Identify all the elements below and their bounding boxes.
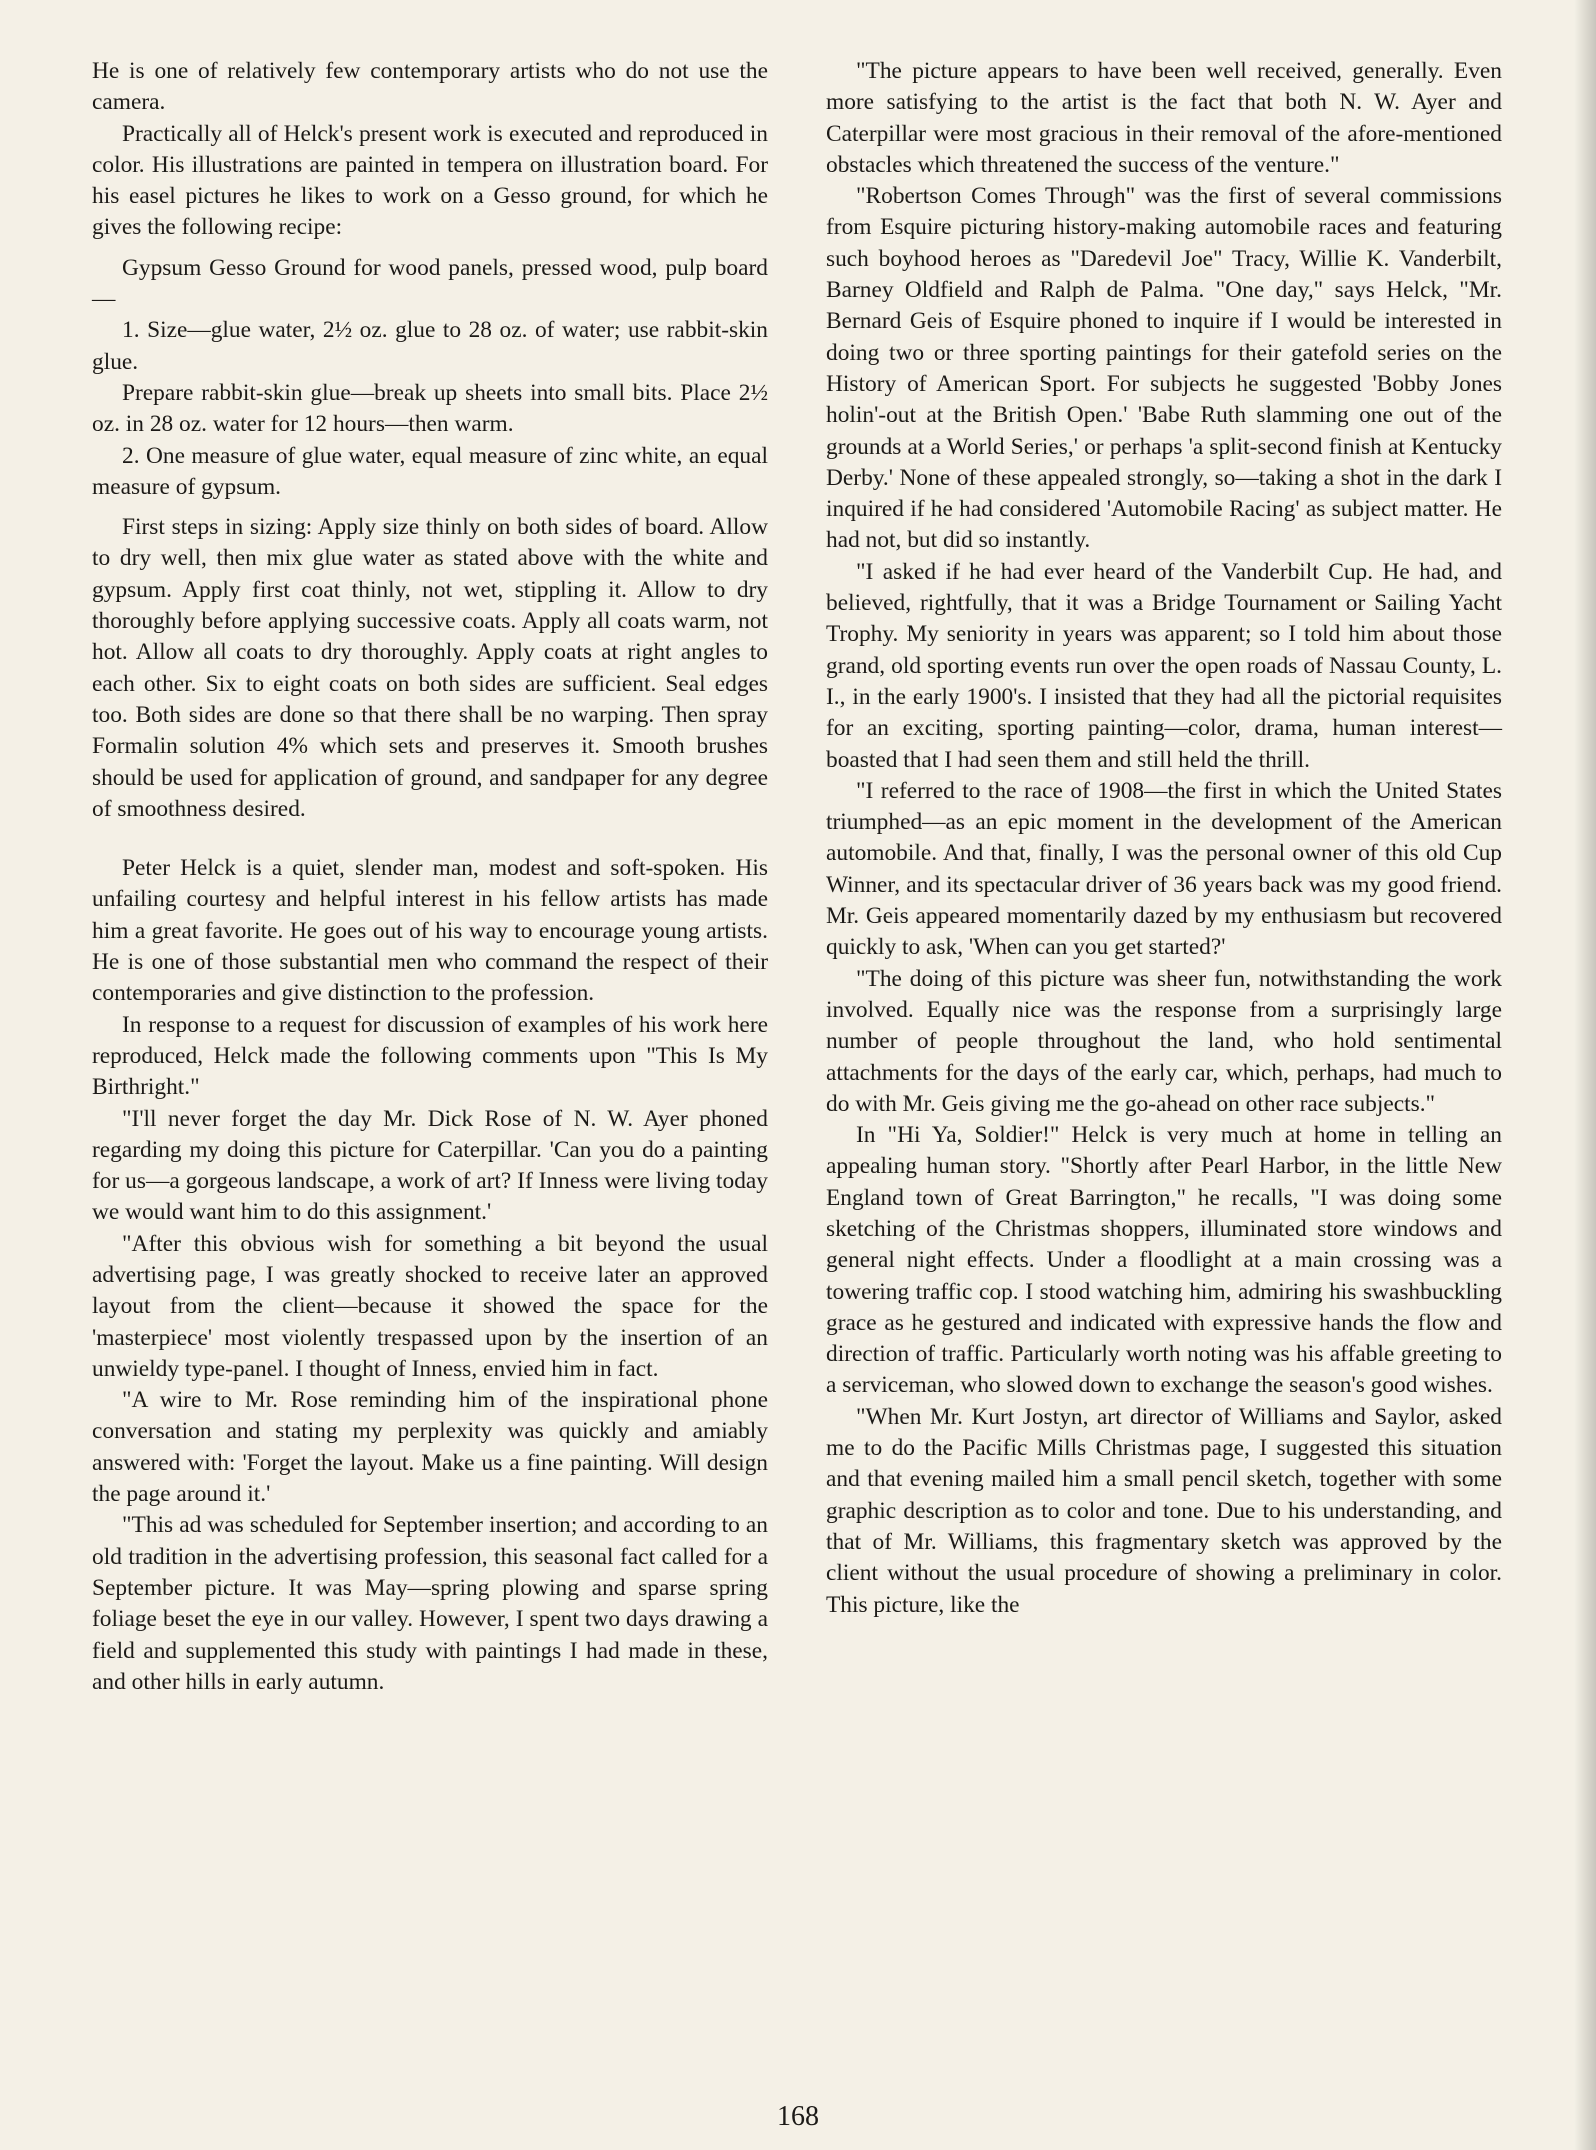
paragraph: Peter Helck is a quiet, slender man, modest and soft-spoken. His unfailing courtesy and helpful interest in his fellow artists has made him a great favorite. He goes out of his way to encourage young artists. He is one of those substantial men who command the respect of their contemporaries and give distinction to the profession. <box>92 855 768 1007</box>
paragraph: Practically all of Helck's present work is executed and reproduced in color. His illustrations are painted in tempera on illustration board. For his easel pictures he likes to work on a Gesso ground, for which he gives the following recipe: <box>92 120 768 241</box>
paragraph: "I asked if he had ever heard of the Vanderbilt Cup. He had, and believed, rightfully, that it was a Bridge Tournament or Sailing Yacht Trophy. My seniority in years was apparent; so I told him about those grand, old sporting events run over the open roads of Nassau County, L. I., in the early 1900's. I insisted that they had all the pictorial requisites for an exciting, sporting painting—color, drama, human interest—boasted that I had seen them and still held the thrill. <box>826 558 1502 773</box>
paragraph: "The doing of this picture was sheer fun, notwithstanding the work involved. Equally nice was the response from a surprisingly large number of people throughout the land, who hold sentimental attachments for the days of the early car, which, perhaps, had much to do with Mr. Geis giving me the go-ahead on other race subjects." <box>826 965 1502 1117</box>
paragraph: Gypsum Gesso Ground for wood panels, pressed wood, pulp board — <box>92 254 768 313</box>
paragraph: Prepare rabbit-skin glue—break up sheets into small bits. Place 2½ oz. in 28 oz. water for 12 hours—then warm. <box>92 379 768 438</box>
page-number: 168 <box>777 2101 819 2132</box>
left-column <box>92 56 768 1698</box>
paragraph: In "Hi Ya, Soldier!" Helck is very much at home in telling an appealing human story. "Shortly after Pearl Harbor, in the little New England town of Great Barrington," he recalls, "I was doing some sketching of the Christmas shoppers, illuminated store windows and general night effects. Under a floodlight at a main crossing was a towering traffic cop. I stood watching him, admiring his swashbuckling grace as he gestured and indicated with expressive hands the flow and direction of traffic. Particularly worth noting was his affable greeting to a serviceman, who slowed down to exchange the season's good wishes. <box>826 1122 1502 1399</box>
paragraph: "A wire to Mr. Rose reminding him of the inspirational phone conversation and stating my perplexity was quickly and amiably answered with: 'Forget the layout. Make us a fine painting. Will design the page around it.' <box>92 1387 768 1508</box>
paragraph: "After this obvious wish for something a bit beyond the usual advertising page, I was greatly shocked to receive later an approved layout from the client—because it showed the space for the 'masterpiece' most violently trespassed upon by the insertion of an unwieldy type-panel. I thought of Inness, envied him in fact. <box>92 1230 768 1382</box>
paragraph: "Robertson Comes Through" was the first of several commissions from Esquire picturing history-making automobile races and featuring such boyhood heroes as "Daredevil Joe" Tracy, Willie K. Vanderbilt, Barney Oldfield and Ralph de Palma. "One day," says Helck, "Mr. Bernard Geis of Esquire phoned to inquire if I would be interested in doing two or three sporting paintings for their gatefold series on the History of American Sport. For subjects he suggested 'Bobby Jones holin'-out at the British Open.' 'Babe Ruth slamming one out of the grounds at a World Series,' or perhaps 'a split-second finish at Kentucky Derby.' None of these appealed strongly, so—taking a shot in the dark I inquired if he had considered 'Automobile Racing' as subject matter. He had not, but did so instantly. <box>826 183 1502 554</box>
paragraph: In response to a request for discussion of examples of his work here reproduced, Helck made the following comments upon "This Is My Birthright." <box>92 1011 768 1101</box>
paragraph: "This ad was scheduled for September insertion; and according to an old tradition in the advertising profession, this seasonal fact called for a September picture. It was May—spring plowing and sparse spring foliage beset the eye in our valley. However, I spent two days drawing a field and supplemented this study with paintings I had made in these, and other hills in early autumn. <box>92 1512 768 1695</box>
paragraph: He is one of relatively few contemporary artists who do not use the camera. <box>92 58 768 116</box>
paragraph: "The picture appears to have been well received, generally. Even more satisfying to the artist is the fact that both N. W. Ayer and Caterpillar were most gracious in their removal of the afore-mentioned obstacles which threatened the success of the venture." <box>826 58 1502 178</box>
paragraph: First steps in sizing: Apply size thinly on both sides of board. Allow to dry well, then mix glue water as stated above with the white and gypsum. Apply first coat thinly, not wet, stippling it. Allow to dry thoroughly before applying successive coats. Apply all coats warm, not hot. Allow all coats to dry thoroughly. Apply coats at right angles to each other. Six to eight coats on both sides are sufficient. Seal edges too. Both sides are done so that there shall be no warping. Then spray Formalin solution 4% which sets and preserves it. Smooth brushes should be used for application of ground, and sandpaper for any degree of smoothness desired. <box>92 514 768 822</box>
right-column <box>826 56 1502 1621</box>
paragraph: 2. One measure of glue water, equal measure of zinc white, an equal measure of gypsum. <box>92 442 768 500</box>
paragraph: 1. Size—glue water, 2½ oz. glue to 28 oz. of water; use rabbit-skin glue. <box>92 317 768 375</box>
page-edge-shadow <box>1574 0 1596 2150</box>
paragraph: "I'll never forget the day Mr. Dick Rose of N. W. Ayer phoned regarding my doing this picture for Caterpillar. 'Can you do a painting for us—a gorgeous landscape, a work of art? If Inness were living today we would want him to do this assignment.' <box>92 1105 768 1226</box>
paragraph: "I referred to the race of 1908—the first in which the United States triumphed—as an epic moment in the development of the American automobile. And that, finally, I was the personal owner of this old Cup Winner, and its spectacular driver of 36 years back was my good friend. Mr. Geis appeared momentarily dazed by my enthusiasm but recovered quickly to ask, 'When can you get started?' <box>826 777 1502 961</box>
paragraph: "When Mr. Kurt Jostyn, art director of Williams and Saylor, asked me to do the Pacific Mills Christmas page, I suggested this situation and that evening mailed him a small pencil sketch, together with some graphic description as to color and tone. Due to his understanding, and that of Mr. Williams, this fragmentary sketch was approved by the client without the usual procedure of showing a preliminary in color. This picture, like the <box>826 1403 1502 1618</box>
